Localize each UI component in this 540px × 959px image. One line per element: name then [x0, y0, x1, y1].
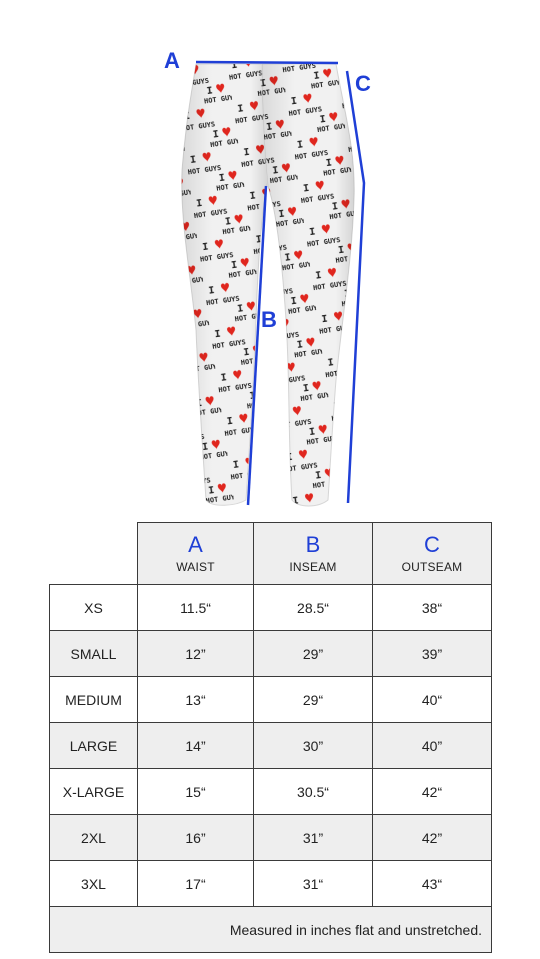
- header-blank-cell: [50, 523, 138, 585]
- size-cell: XS: [50, 585, 138, 631]
- table-row: [50, 585, 492, 631]
- outseam-cell: 38“: [373, 585, 492, 631]
- dimension-label-a: A: [164, 48, 180, 73]
- waist-cell: 17“: [138, 861, 254, 907]
- table-row: [50, 631, 492, 677]
- outseam-cell: 40“: [373, 677, 492, 723]
- header-label: INSEAM: [289, 560, 337, 574]
- waist-dimension-line: [196, 62, 338, 63]
- waist-cell: 12”: [138, 631, 254, 677]
- size-cell: 2XL: [50, 815, 138, 861]
- table-row: [50, 677, 492, 723]
- inseam-cell: 29“: [254, 677, 373, 723]
- inseam-cell: 31”: [254, 815, 373, 861]
- header-outseam: [373, 523, 492, 585]
- header-label: WAIST: [176, 560, 215, 574]
- inseam-cell: 29”: [254, 631, 373, 677]
- inseam-cell: 30”: [254, 723, 373, 769]
- inseam-cell: 31“: [254, 861, 373, 907]
- inseam-cell: 30.5“: [254, 769, 373, 815]
- waist-cell: 16”: [138, 815, 254, 861]
- right-leg: [262, 64, 354, 506]
- left-leg: [182, 64, 268, 505]
- table-header-row: [50, 523, 492, 585]
- table-row: [50, 861, 492, 907]
- waist-cell: 15“: [138, 769, 254, 815]
- outseam-cell: 39”: [373, 631, 492, 677]
- size-cell: X-LARGE: [50, 769, 138, 815]
- table-footer-row: [50, 907, 492, 953]
- header-inseam: [254, 523, 373, 585]
- table-row: [50, 723, 492, 769]
- waist-cell: 14”: [138, 723, 254, 769]
- outseam-cell: 42“: [373, 769, 492, 815]
- outseam-cell: 40”: [373, 723, 492, 769]
- size-cell: SMALL: [50, 631, 138, 677]
- measurement-footnote: Measured in inches flat and unstretched.: [50, 907, 492, 953]
- outseam-cell: 42”: [373, 815, 492, 861]
- size-cell: LARGE: [50, 723, 138, 769]
- inseam-cell: 28.5“: [254, 585, 373, 631]
- dimension-label-c: C: [355, 71, 371, 96]
- header-letter: C: [424, 532, 440, 557]
- table-row: [50, 815, 492, 861]
- header-label: OUTSEAM: [401, 560, 463, 574]
- size-chart-table: [49, 522, 492, 953]
- waist-cell: 13“: [138, 677, 254, 723]
- table-row: [50, 769, 492, 815]
- size-cell: MEDIUM: [50, 677, 138, 723]
- header-letter: A: [188, 532, 203, 557]
- outseam-cell: 43“: [373, 861, 492, 907]
- header-letter: B: [305, 532, 321, 557]
- header-waist: [138, 523, 254, 585]
- size-cell: 3XL: [50, 861, 138, 907]
- waist-cell: 11.5“: [138, 585, 254, 631]
- dimension-label-b: B: [261, 307, 277, 332]
